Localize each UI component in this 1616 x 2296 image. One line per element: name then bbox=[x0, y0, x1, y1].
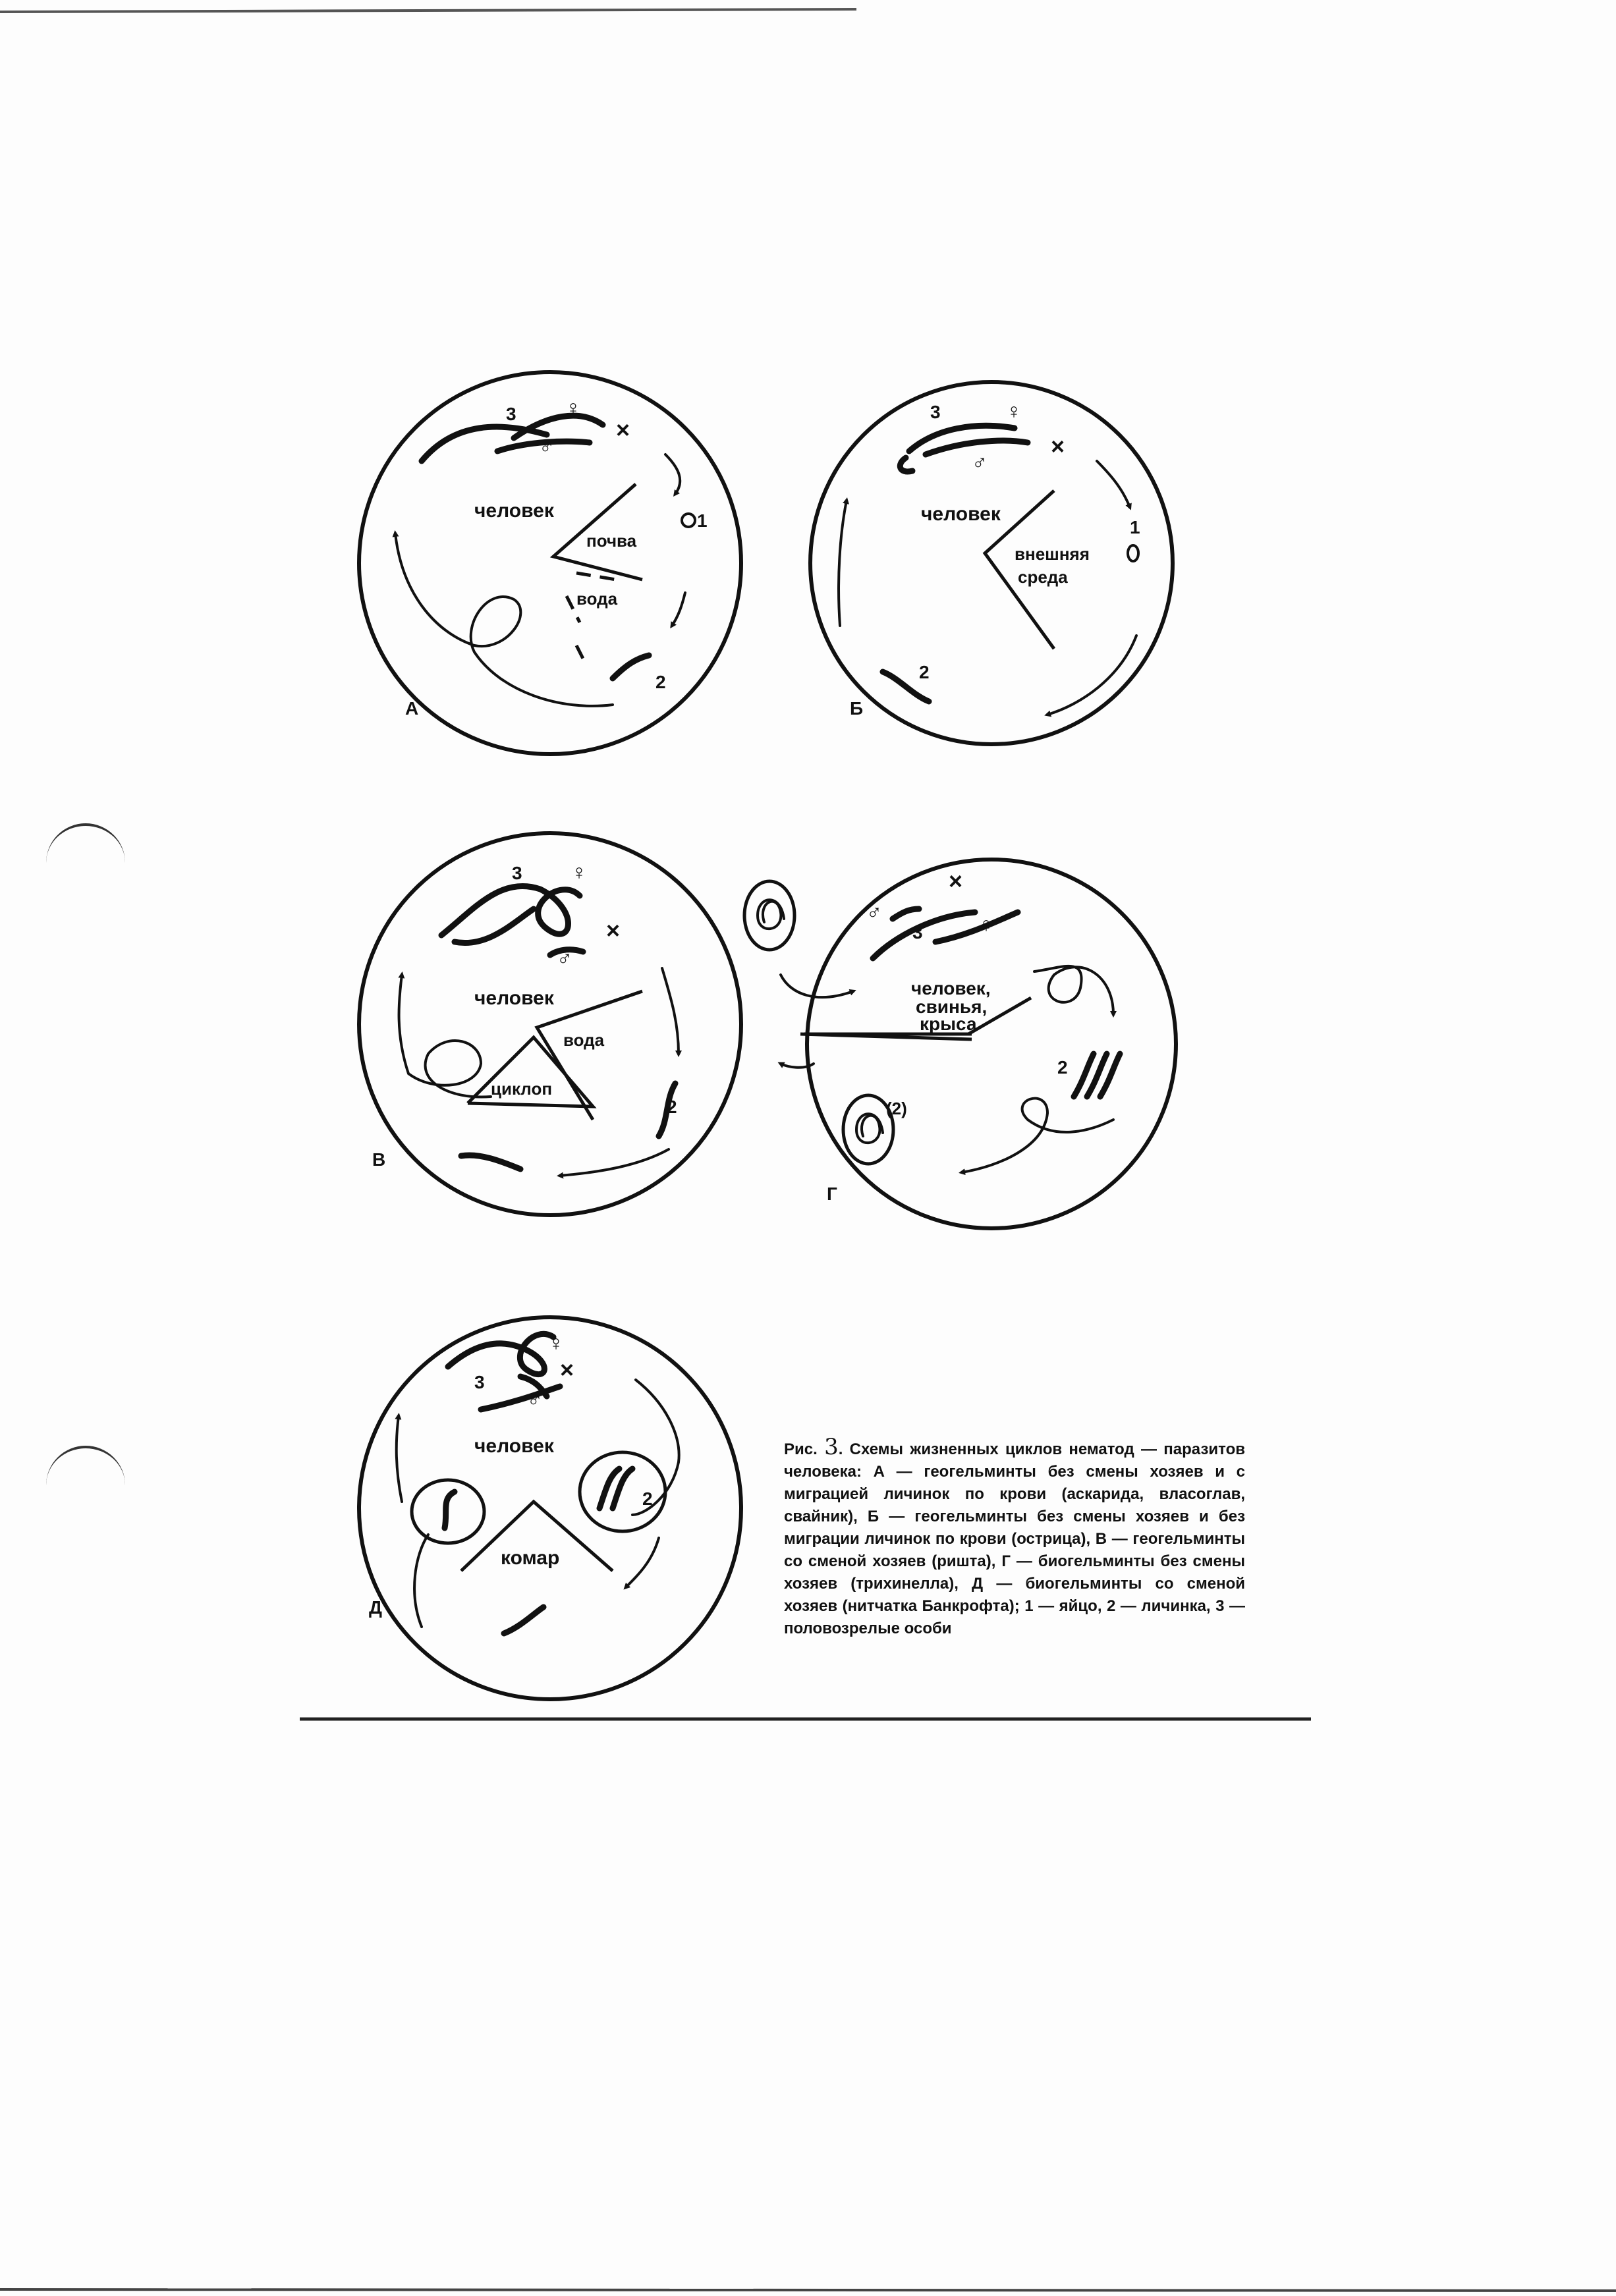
panel-d-stage-3: 3 bbox=[474, 1372, 485, 1392]
panel-b-env2-label: среда bbox=[1018, 567, 1068, 587]
panel-b-return-arrow bbox=[839, 501, 847, 626]
panel-g-female-symbol: ♀ bbox=[978, 913, 994, 937]
panel-g-host-label-2: свинья, bbox=[916, 997, 988, 1017]
panel-b-male-symbol: ♂ bbox=[972, 450, 988, 474]
panel-b-stage-1: 1 bbox=[1130, 517, 1140, 537]
scan-edge-top bbox=[0, 9, 856, 12]
panel-g-male-symbol: ♂ bbox=[866, 900, 882, 923]
panel-b-female-symbol: ♀ bbox=[1006, 399, 1022, 423]
panel-v-stage-2: 2 bbox=[667, 1097, 677, 1117]
panel-a bbox=[359, 372, 741, 754]
panel-d-host-label: человек bbox=[474, 1435, 554, 1457]
caption-prefix: Рис. bbox=[784, 1440, 825, 1458]
panel-a-dashed-boundary bbox=[567, 573, 616, 659]
panel-a-env2-label: вода bbox=[576, 589, 618, 609]
panel-b-stage-2: 2 bbox=[919, 662, 930, 682]
panel-v-host-label: человек bbox=[474, 987, 554, 1009]
caption-text: . Схемы жизненных циклов нематод — паразитов человека: А — геогельминты без смены хозяев и с миграцией личинок по крови (аскарида, власоглав, свайник), Б — геогельминты без смены хозяев и без миграции личинок по крови (острица), В — геогельминты со сменой хозяев (ришта), Г — биогельминты без смены хозяев (трихинелла), Д — биогельминты со сменой хозяев (нитчатка Банкрофта); 1 — яйцо, 2 — личинка, 3 — половозрелые особи bbox=[784, 1440, 1245, 1637]
panel-b-egg-icon bbox=[1128, 545, 1138, 561]
panel-d-arrow-2 bbox=[626, 1538, 659, 1587]
panel-a-stage-1: 1 bbox=[697, 510, 708, 531]
panel-g-letter: Г bbox=[827, 1184, 837, 1204]
panel-d-arrow-1 bbox=[632, 1380, 679, 1515]
panel-d bbox=[359, 1317, 741, 1699]
panel-d-arrow-3 bbox=[414, 1535, 428, 1627]
panel-d-male-symbol: ♂ bbox=[527, 1387, 543, 1411]
panel-g bbox=[744, 860, 1176, 1228]
panel-v-male-symbol: ♂ bbox=[557, 946, 572, 970]
panel-g-cyst-outer bbox=[744, 881, 794, 950]
panel-v-arrow-1 bbox=[662, 968, 679, 1054]
panel-a-stage-2: 2 bbox=[655, 672, 666, 692]
panel-a-letter: А bbox=[405, 698, 419, 719]
panel-a-adult-worm-2 bbox=[514, 416, 603, 438]
panel-d-letter: Д bbox=[369, 1597, 382, 1618]
panel-b-stage-3: 3 bbox=[930, 402, 941, 422]
panel-d-cross-symbol: × bbox=[560, 1356, 574, 1383]
panel-v-stage-3: 3 bbox=[512, 863, 522, 883]
panel-g-stage-2-cyst: (2) bbox=[886, 1099, 907, 1118]
panel-a-egg-icon bbox=[682, 514, 695, 527]
panel-v-female-symbol: ♀ bbox=[571, 860, 587, 884]
panel-a-cross-symbol: × bbox=[616, 416, 630, 443]
panel-g-arrow-2 bbox=[962, 1099, 1113, 1172]
panel-v-larva-2 bbox=[461, 1155, 520, 1169]
panel-g-stage-3: 3 bbox=[912, 922, 923, 943]
panel-g-arrow-1 bbox=[1034, 966, 1113, 1014]
panel-g-host-label-3: крыса bbox=[920, 1014, 977, 1034]
panel-d-larva-bottom bbox=[504, 1607, 543, 1633]
panel-v-env1-label: вода bbox=[563, 1030, 605, 1050]
panel-g-male-worm bbox=[893, 909, 919, 919]
panel-d-circle bbox=[359, 1317, 741, 1699]
panel-v-letter: В bbox=[372, 1149, 386, 1170]
panel-a-male-symbol: ♂ bbox=[539, 434, 555, 458]
panel-b-env1-label: внешняя bbox=[1015, 544, 1090, 564]
panel-a-female-symbol: ♀ bbox=[565, 396, 581, 420]
panel-a-host-label: человек bbox=[474, 500, 554, 522]
scan-edge-bottom bbox=[0, 2289, 1616, 2291]
panel-d-arrow-4 bbox=[397, 1416, 402, 1502]
panel-a-circle bbox=[359, 372, 741, 754]
panel-a-arrow-2 bbox=[672, 593, 685, 626]
panel-d-env1-label: комар bbox=[501, 1547, 560, 1569]
panel-a-stage-3: 3 bbox=[506, 404, 516, 424]
panel-a-env1-label: почва bbox=[586, 531, 637, 551]
figure-caption bbox=[784, 1436, 1245, 1640]
panel-g-cross-symbol: × bbox=[949, 867, 963, 894]
panel-b-adult-worm-3 bbox=[900, 458, 912, 472]
panel-v-env2-label: циклоп bbox=[491, 1079, 553, 1099]
panel-b-letter: Б bbox=[850, 698, 864, 719]
panel-d-stage-2: 2 bbox=[642, 1489, 653, 1509]
panel-a-arrow-1 bbox=[665, 454, 680, 494]
panel-g-host-label-1: человек, bbox=[911, 978, 991, 998]
panel-g-stage-2: 2 bbox=[1057, 1057, 1068, 1078]
panel-b-host-label: человек bbox=[921, 503, 1001, 525]
panel-a-larva bbox=[613, 655, 649, 678]
panel-b bbox=[810, 382, 1173, 744]
panel-b-cross-symbol: × bbox=[1051, 433, 1065, 460]
panel-v-cross-symbol: × bbox=[606, 917, 621, 944]
panel-b-arrow-1 bbox=[1097, 461, 1130, 507]
caption-figure-number: 3 bbox=[824, 1434, 839, 1460]
panel-v-arrow-2 bbox=[560, 1149, 669, 1176]
panel-g-cyst-2-larva bbox=[856, 1114, 883, 1143]
panel-d-female-symbol: ♀ bbox=[548, 1331, 564, 1355]
panel-d-larva-left bbox=[445, 1492, 455, 1528]
panel-b-arrow-2 bbox=[1047, 636, 1136, 715]
panel-g-cyst-larva bbox=[758, 900, 784, 929]
panel-v bbox=[359, 833, 741, 1215]
